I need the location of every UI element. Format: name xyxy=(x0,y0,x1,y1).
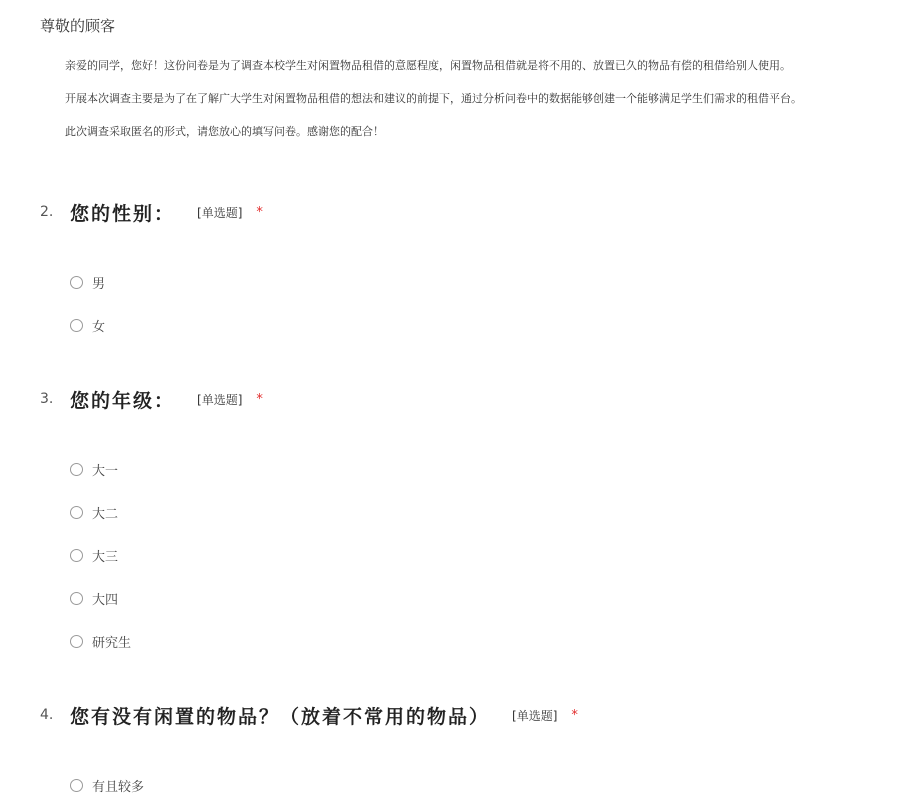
option-label: 男 xyxy=(92,276,106,292)
question-type-label: [单选题] xyxy=(197,392,243,407)
question-title: 您的性别： xyxy=(70,202,176,225)
option-label: 女 xyxy=(92,319,106,335)
question-type-label: [单选题] xyxy=(512,708,558,723)
question-title: 您的年级： xyxy=(70,389,176,412)
radio-button[interactable] xyxy=(70,463,83,476)
option-male[interactable] xyxy=(70,272,105,292)
option-label: 大二 xyxy=(92,506,119,522)
radio-button[interactable] xyxy=(70,549,83,562)
question-number: 3. xyxy=(40,391,54,407)
option-label: 大一 xyxy=(92,463,119,479)
question-grade-header xyxy=(40,385,263,413)
question-number: 2. xyxy=(40,204,54,220)
option-senior[interactable] xyxy=(70,588,118,608)
question-idle-items-header xyxy=(40,701,578,729)
option-graduate[interactable] xyxy=(70,631,131,651)
option-label: 大四 xyxy=(92,592,119,608)
option-freshman[interactable] xyxy=(70,459,118,479)
radio-button[interactable] xyxy=(70,592,83,605)
option-label: 有且较多 xyxy=(92,779,145,795)
radio-button[interactable] xyxy=(70,506,83,519)
required-marker: * xyxy=(256,204,263,220)
question-title: 您有没有闲置的物品？（放着不常用的物品） xyxy=(70,705,491,728)
option-junior[interactable] xyxy=(70,545,118,565)
question-gender-header xyxy=(40,198,263,226)
option-sophomore[interactable] xyxy=(70,502,118,522)
radio-button[interactable] xyxy=(70,779,83,792)
option-label: 大三 xyxy=(92,549,119,565)
radio-button[interactable] xyxy=(70,319,83,332)
option-label: 研究生 xyxy=(92,635,132,651)
intro-paragraph-1: 亲爱的同学，您好！这份问卷是为了调查本校学生对闲置物品租借的意愿程度，闲置物品租借就是将不用的、放置已久的物品有偿的租借给别人使用。 xyxy=(65,59,791,72)
question-number: 4. xyxy=(40,707,54,723)
survey-greeting: 尊敬的顾客 xyxy=(40,17,116,35)
required-marker: * xyxy=(256,391,263,407)
radio-button[interactable] xyxy=(70,635,83,648)
radio-button[interactable] xyxy=(70,276,83,289)
required-marker: * xyxy=(571,707,578,723)
intro-paragraph-2: 开展本次调查主要是为了在了解广大学生对闲置物品租借的想法和建议的前提下，通过分析问卷中的数据能够创建一个能够满足学生们需求的租借平台。 xyxy=(65,92,802,105)
intro-paragraph-3: 此次调查采取匿名的形式，请您放心的填写问卷。感谢您的配合！ xyxy=(65,125,384,138)
question-type-label: [单选题] xyxy=(197,205,243,220)
option-yes-many[interactable] xyxy=(70,775,144,795)
option-female[interactable] xyxy=(70,315,105,335)
